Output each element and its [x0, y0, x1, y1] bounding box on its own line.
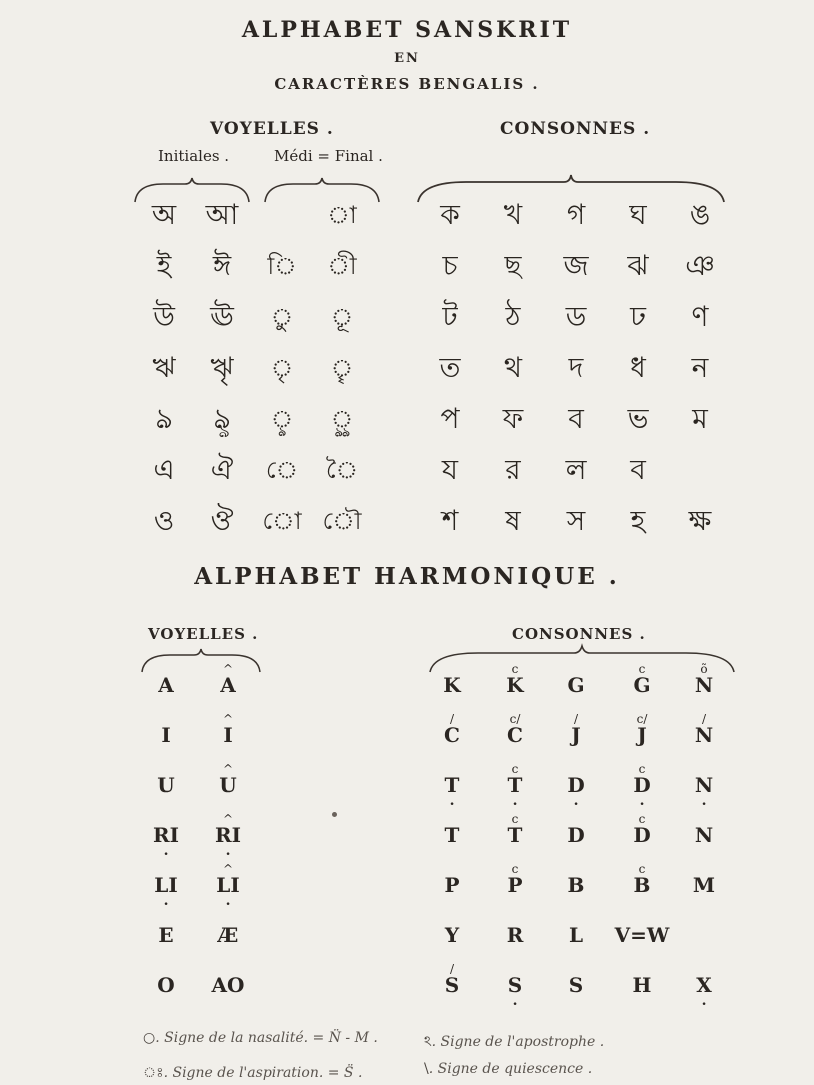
subscript-dot: .: [701, 793, 707, 809]
harmonic-consonant-1-4: [676, 712, 732, 748]
bengali-consonant-4-1: ফ: [502, 402, 524, 435]
diacritic-mark: /: [449, 712, 455, 726]
diacritic-mark: c: [511, 762, 519, 776]
subscript-dot: .: [225, 843, 231, 859]
bengali-vowel-initial-6-0: ও: [153, 504, 175, 537]
bengali-vowel-initial-3-0: ঋ: [152, 351, 176, 384]
bengali-consonant-3-3: ধ: [630, 351, 646, 384]
bengali-vowel-initial-3-1: ৠ: [210, 351, 234, 384]
bengali-vowel-initial-5-0: এ: [153, 453, 175, 486]
harmonic-vowel-1-0: [138, 722, 194, 748]
bengali-vowel-initial-0-0: অ: [151, 198, 177, 231]
letter: N: [694, 773, 714, 797]
footnote-apostrophe-text: . Signe de l'apostrophe .: [431, 1034, 605, 1050]
bengali-consonant-0-1: খ: [503, 198, 523, 231]
letter: S: [507, 973, 523, 997]
harmonic-vowel-3-0: [138, 822, 194, 859]
page-title: ALPHABET SANSKRIT: [241, 17, 573, 43]
diacritic-mark: ^: [222, 662, 234, 676]
letter: R: [506, 923, 524, 947]
bengali-vowel-initial-0-1: আ: [205, 198, 239, 231]
harmonic-consonant-2-2: [548, 772, 604, 809]
harmonic-consonant-5-0: [424, 922, 480, 948]
subscript-dot: .: [163, 843, 169, 859]
subscript-dot: .: [163, 893, 169, 909]
bengali-consonant-5-2: ল: [565, 453, 587, 486]
letter: B: [567, 873, 585, 897]
subscript-dot: .: [573, 793, 579, 809]
bengali-vowel-initial-1-0: ই: [156, 249, 172, 282]
letter: T: [507, 823, 523, 847]
bengali-medial-heading: Médi = Final .: [274, 147, 383, 165]
bengali-vowel-medial-3-0: ৃ: [270, 354, 294, 382]
bengali-consonant-0-0: ক: [440, 198, 460, 231]
letter: N: [694, 823, 714, 847]
diacritic-mark: c/: [509, 712, 521, 726]
harmonic-consonant-5-1: [487, 922, 543, 948]
bengali-vowel-medial-5-0: ে: [265, 456, 299, 484]
diacritic-mark: /: [573, 712, 579, 726]
bengali-vowel-medial-4-1: ৣ: [330, 405, 354, 433]
footnote-aspiration: [143, 1061, 362, 1085]
harmonic-vowel-1-1: [200, 712, 256, 748]
letter: S: [444, 973, 460, 997]
bengali-consonant-2-2: ড: [565, 300, 587, 333]
letter: S: [568, 973, 584, 997]
letter: A: [220, 673, 236, 697]
subscript-dot: .: [701, 993, 707, 1009]
diacritic-mark: ^: [222, 762, 234, 776]
subscript-dot: .: [512, 793, 518, 809]
bengali-consonant-1-3: ঝ: [627, 249, 649, 282]
bengali-vowel-initial-4-1: ৡ: [213, 402, 231, 435]
letter: P: [444, 873, 460, 897]
harmonic-vowel-4-0: [138, 872, 194, 909]
bengali-consonants-heading: CONSONNES .: [500, 119, 651, 139]
harmonic-vowel-4-1: [200, 862, 256, 909]
diacritic-mark: c: [638, 862, 646, 876]
letter: J: [637, 723, 647, 747]
letter: I: [223, 723, 233, 747]
nasal-sign-icon: ○: [143, 1030, 156, 1046]
harmonic-vowel-2-1: [200, 762, 256, 798]
diacritic-mark: ^: [222, 712, 234, 726]
diacritic-mark: c: [638, 662, 646, 676]
letter: U: [157, 773, 175, 797]
harmonic-consonant-0-2: [548, 672, 604, 698]
harmonic-consonant-1-0: [424, 712, 480, 748]
harmonic-consonant-0-3: [614, 662, 670, 698]
harmonic-consonant-3-1: [487, 812, 543, 848]
letter: J: [571, 723, 581, 747]
harmonic-consonant-5-3: [614, 922, 670, 948]
page-subtitle-script: CARACTÈRES BENGALIS .: [274, 75, 540, 93]
harmonic-consonant-6-3: [614, 972, 670, 998]
harmonic-vowel-5-1: [200, 922, 256, 948]
letter: LI: [216, 873, 240, 897]
bengali-consonant-6-4: ক্ষ: [688, 504, 712, 537]
bengali-vowel-initial-2-0: উ: [153, 300, 175, 333]
harmonic-consonant-3-3: [614, 812, 670, 848]
bengali-consonant-2-3: ঢ: [630, 300, 646, 333]
letter: P: [507, 873, 523, 897]
bengali-consonant-4-3: ভ: [627, 402, 649, 435]
letter: V=W: [614, 923, 670, 947]
letter: K: [506, 673, 524, 697]
bengali-consonant-1-2: জ: [563, 249, 589, 282]
letter: LI: [154, 873, 178, 897]
bengali-vowels-heading: VOYELLES .: [210, 119, 334, 139]
harmonic-vowels-heading: VOYELLES .: [148, 625, 259, 643]
letter: D: [567, 823, 585, 847]
bengali-vowel-initial-5-1: ঐ: [210, 453, 234, 486]
harmonic-consonant-0-0: [424, 672, 480, 698]
letter: C: [444, 723, 460, 747]
diacritic-mark: /: [449, 962, 455, 976]
harmonic-title: ALPHABET HARMONIQUE .: [194, 563, 620, 590]
letter: Y: [444, 923, 460, 947]
bengali-consonant-1-4: ঞ: [685, 249, 715, 282]
bengali-consonant-4-2: ব: [568, 402, 584, 435]
harmonic-consonant-3-2: [548, 822, 604, 848]
harmonic-vowel-5-0: [138, 922, 194, 948]
letter: T: [507, 773, 523, 797]
harmonic-consonant-2-0: [424, 772, 480, 809]
letter: B: [633, 873, 651, 897]
harmonic-vowel-3-1: [200, 812, 256, 859]
diacritic-mark: c: [511, 862, 519, 876]
letter: D: [567, 773, 585, 797]
letter: G: [633, 673, 651, 697]
bengali-vowel-medial-2-0: ু: [270, 303, 294, 331]
bengali-vowel-medial-6-1: ৌ: [322, 507, 362, 535]
harmonic-consonant-2-3: [614, 762, 670, 809]
bengali-consonant-5-3: ব: [630, 453, 646, 486]
bengali-consonant-0-2: গ: [566, 198, 586, 231]
bengali-vowel-medial-2-1: ূ: [330, 303, 354, 331]
bengali-vowel-initial-2-1: ঊ: [210, 300, 234, 333]
paper-stain: [332, 812, 337, 817]
harmonic-consonant-5-2: [548, 922, 604, 948]
diacritic-mark: ^: [222, 862, 234, 876]
bengali-consonant-3-4: ন: [691, 351, 709, 384]
diacritic-mark: /: [701, 712, 707, 726]
bengali-vowel-medial-0-1: া: [327, 201, 357, 229]
footnote-quiescence-text: . Signe de quiescence .: [428, 1061, 593, 1077]
harmonic-vowel-6-1: [200, 972, 256, 998]
footnote-nasal-text: . Signe de la nasalité. = N̈ - M .: [155, 1030, 378, 1046]
harmonic-consonant-6-2: [548, 972, 604, 998]
bengali-consonant-3-0: ত: [439, 351, 461, 384]
bengali-vowel-initial-4-0: ঌ: [155, 402, 173, 435]
letter: T: [444, 773, 460, 797]
letter: E: [158, 923, 174, 947]
bengali-vowel-initial-1-1: ঈ: [212, 249, 232, 282]
letter: L: [568, 923, 584, 947]
harmonic-consonant-0-1: [487, 662, 543, 698]
bengali-consonant-2-1: ঠ: [505, 300, 521, 333]
harmonic-consonant-1-1: [487, 712, 543, 748]
harmonic-consonant-0-4: [676, 662, 732, 698]
bengali-consonant-0-4: ঙ: [689, 198, 711, 231]
letter: U: [219, 773, 237, 797]
harmonic-vowel-2-0: [138, 772, 194, 798]
harmonic-vowel-0-1: [200, 662, 256, 698]
letter: N: [694, 673, 714, 697]
diacritic-mark: c: [511, 662, 519, 676]
footnote-aspiration-text: . Signe de l'aspiration. = S̈ .: [163, 1065, 363, 1081]
bengali-vowel-medial-5-1: ৈ: [325, 456, 359, 484]
harmonic-consonant-4-2: [548, 872, 604, 898]
letter: N: [694, 723, 714, 747]
bengali-consonant-4-4: ম: [692, 402, 708, 435]
bengali-initials-heading: Initiales .: [158, 147, 230, 165]
footnote-nasal: [143, 1030, 378, 1046]
diacritic-mark: c: [638, 762, 646, 776]
letter: T: [444, 823, 460, 847]
subscript-dot: .: [449, 793, 455, 809]
aspiration-sign-icon: ঃ: [143, 1065, 164, 1081]
subscript-dot: .: [225, 893, 231, 909]
harmonic-consonant-4-0: [424, 872, 480, 898]
bengali-consonant-6-0: শ: [441, 504, 459, 537]
letter: K: [443, 673, 461, 697]
bengali-consonant-0-3: ঘ: [629, 198, 647, 231]
bengali-vowel-medial-3-1: ৄ: [330, 354, 354, 382]
harmonic-consonant-3-0: [424, 822, 480, 848]
bengali-consonant-6-2: স: [566, 504, 586, 537]
diacritic-mark: ^: [222, 812, 234, 826]
harmonic-consonant-1-2: [548, 712, 604, 748]
bengali-vowel-medial-6-0: ো: [262, 507, 302, 535]
letter: D: [633, 823, 651, 847]
bengali-consonant-5-1: র: [505, 453, 521, 486]
bengali-consonant-3-1: থ: [503, 351, 523, 384]
harmonic-vowel-6-0: [138, 972, 194, 998]
letter: M: [692, 873, 716, 897]
bengali-vowel-initial-6-1: ঔ: [210, 504, 234, 537]
bengali-consonant-6-3: হ: [630, 504, 646, 537]
apostrophe-sign-icon: ঽ: [424, 1034, 432, 1050]
harmonic-consonant-6-0: [424, 962, 480, 998]
letter: I: [161, 723, 171, 747]
letter: G: [567, 673, 585, 697]
harmonic-consonants-heading: CONSONNES .: [512, 625, 646, 643]
footnote-apostrophe: [424, 1030, 604, 1054]
page-subtitle-en: EN: [394, 51, 420, 66]
harmonic-consonant-4-4: [676, 872, 732, 898]
bengali-vowel-medial-1-1: ী: [327, 252, 357, 280]
letter: C: [507, 723, 523, 747]
letter: AO: [211, 973, 245, 997]
harmonic-consonant-2-1: [487, 762, 543, 809]
diacritic-mark: c: [511, 812, 519, 826]
bengali-consonant-4-0: প: [440, 402, 460, 435]
letter: A: [158, 673, 174, 697]
letter: X: [696, 973, 712, 997]
diacritic-mark: c/: [636, 712, 648, 726]
letter: Æ: [217, 923, 239, 947]
harmonic-consonant-3-4: [676, 822, 732, 848]
letter: RI: [215, 823, 241, 847]
subscript-dot: .: [639, 793, 645, 809]
letter: RI: [153, 823, 179, 847]
letter: D: [633, 773, 651, 797]
bengali-consonant-2-0: ট: [442, 300, 458, 333]
bengali-consonant-3-2: দ: [568, 351, 584, 384]
subscript-dot: .: [512, 993, 518, 1009]
letter: H: [632, 973, 652, 997]
harmonic-consonant-4-3: [614, 862, 670, 898]
bengali-consonant-2-4: ণ: [691, 300, 709, 333]
bengali-consonant-1-1: ছ: [504, 249, 522, 282]
harmonic-consonant-2-4: [676, 772, 732, 809]
bengali-consonant-6-1: ষ: [505, 504, 521, 537]
harmonic-consonant-6-4: [676, 972, 732, 1009]
diacritic-mark: c: [638, 812, 646, 826]
harmonic-consonant-1-3: [614, 712, 670, 748]
letter: O: [157, 973, 175, 997]
harmonic-consonant-4-1: [487, 862, 543, 898]
bengali-vowel-medial-1-0: ি: [267, 252, 297, 280]
diacritic-mark: õ: [700, 662, 708, 676]
harmonic-consonant-6-1: [487, 972, 543, 1009]
bengali-vowel-medial-4-0: ৢ: [270, 405, 294, 433]
bengali-consonant-5-0: য: [441, 453, 459, 486]
footnote-quiescence: [424, 1061, 592, 1077]
harmonic-vowel-0-0: [138, 672, 194, 698]
quiescence-sign-icon: \: [424, 1061, 429, 1077]
bengali-consonant-1-0: চ: [442, 249, 458, 282]
